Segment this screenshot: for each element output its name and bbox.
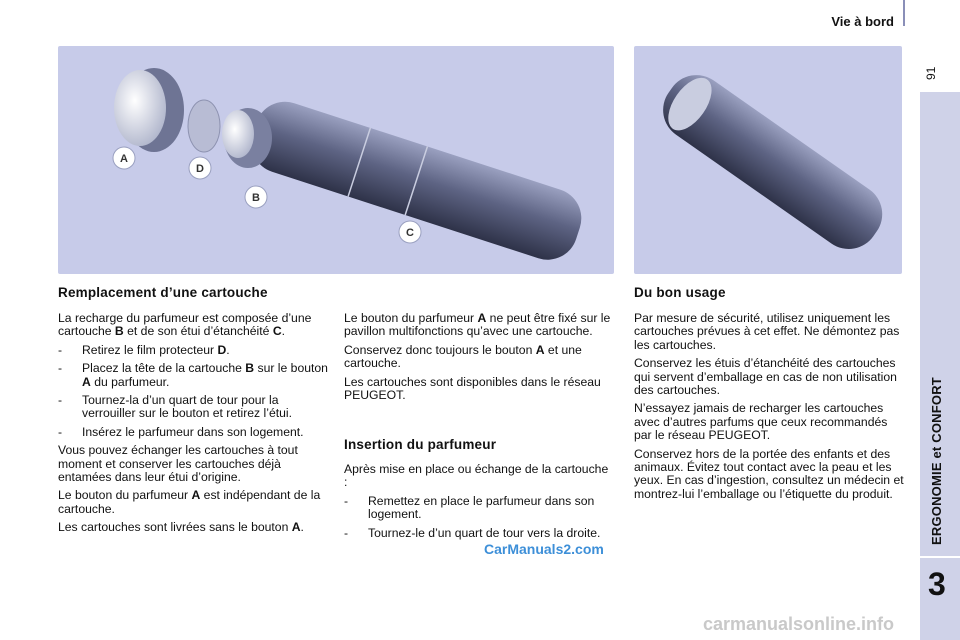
text: Insérez le parfumeur dans son logement. [82, 424, 304, 439]
insertion-intro: Après mise en place ou échange de la cartouche : [344, 462, 609, 490]
replacement-intro [58, 312, 330, 339]
list-item [58, 426, 330, 439]
watermark-carmanualsonline: carmanualsonline.info [703, 614, 895, 634]
good-use-paragraph: Par mesure de sécurité, utilisez uniquement les cartouches prévues à cet effet. Ne démontez pas les cartouches. [634, 311, 900, 352]
dash: - [58, 342, 63, 357]
dash: - [58, 361, 63, 376]
text: Les cartouches sont livrées sans le bouton [58, 520, 292, 535]
text: Placez la tête de la cartouche [82, 361, 246, 376]
column-middle [344, 312, 612, 407]
text: Conservez donc toujours le bouton [344, 342, 536, 357]
side-tab-divider [920, 556, 960, 558]
ref-a: A [291, 520, 301, 535]
text: . [300, 520, 304, 535]
page-number: 91 [924, 66, 938, 80]
delivery-note [58, 521, 330, 534]
list-item [344, 495, 612, 522]
label-a: A [120, 153, 128, 165]
text: du parfumeur. [90, 374, 170, 389]
exchange-note: Vous pouvez échanger les cartouches à tout moment et conserver les cartouches déjà entamées dans leur étui d’origine. [58, 443, 298, 485]
insertion-body [344, 463, 612, 545]
chapter-label: ERGONOMIE et CONFORT [929, 377, 944, 545]
column-left [58, 312, 330, 540]
section-title-good-use: Du bon usage [634, 285, 726, 300]
ref-c: C [272, 324, 282, 339]
chapter-number: 3 [928, 566, 946, 602]
cartridge-parts-illustration [58, 46, 614, 274]
list-item [58, 344, 330, 357]
watermark-carmanuals2: CarManuals2.com [484, 541, 604, 557]
cartridge-sleeve-drawing [634, 46, 902, 274]
cartridge-sleeve-illustration [634, 46, 902, 274]
dash: - [58, 393, 63, 408]
text: Remettez en place le parfumeur dans son logement. [368, 493, 595, 522]
ref-a: A [477, 311, 487, 325]
text: et une cartouche. [344, 342, 582, 371]
label-a-marker [113, 147, 135, 169]
text: . [281, 324, 286, 339]
dash: - [58, 424, 63, 439]
ref-a: A [535, 342, 545, 357]
section-title-replacement: Remplacement d’une cartouche [58, 285, 268, 300]
dash: - [344, 493, 349, 508]
text: est indépendant de la cartouche. [58, 488, 321, 516]
text: Tournez-la d’un quart de tour pour la verrouiller sur le bouton et retirez l’étui. [82, 393, 292, 421]
text: ne peut être fixé sur le pavillon multifonctions qu’avec une cartouche. [344, 311, 611, 339]
section-title-insertion: Insertion du parfumeur [344, 437, 497, 452]
text: Le bouton du parfumeur [344, 311, 478, 325]
button-fixing-note [344, 312, 612, 339]
list-item [58, 362, 330, 389]
label-c: C [406, 227, 414, 239]
text: La recharge du parfumeur est composée d’une cartouche [58, 311, 312, 339]
header-right-rule [903, 0, 905, 26]
ref-d: D [217, 342, 227, 357]
text: . [226, 342, 230, 357]
availability-note: Les cartouches sont disponibles dans le réseau PEUGEOT. [344, 374, 601, 403]
label-c-marker [399, 221, 421, 243]
ref-b: B [245, 361, 255, 376]
running-header-title: Vie à bord [831, 14, 894, 29]
ref-a: A [82, 374, 91, 389]
list-item [58, 394, 330, 421]
ref-b: B [114, 324, 124, 339]
column-right [634, 312, 904, 506]
label-b-marker [245, 186, 267, 208]
good-use-paragraph: N’essayez jamais de recharger les cartouches avec d’autres parfums que ceux recommandés par le réseau PEUGEOT. [634, 401, 888, 443]
text: sur le bouton [254, 361, 328, 376]
text: et de son étui d’étanchéité [123, 324, 273, 339]
list-item [344, 527, 612, 540]
label-b: B [252, 192, 260, 204]
cartridge-parts-drawing [58, 46, 614, 274]
text: Tournez-le d’un quart de tour vers la droite. [368, 525, 601, 540]
text: Retirez le film protecteur [82, 342, 218, 357]
good-use-paragraph: Conservez hors de la portée des enfants et des animaux. Évitez tout contact avec la peau et les yeux. En cas d’ingestion, consultez un médecin et montrez-lui l’emballage ou l’étiquette du produit. [634, 446, 904, 501]
label-d-marker [189, 157, 211, 179]
label-d: D [196, 163, 204, 175]
text: Le bouton du parfumeur [58, 488, 192, 503]
dash: - [344, 525, 349, 540]
good-use-paragraph: Conservez les étuis d’étanchéité des cartouches qui servent d’emballage en cas de non utilisation des cartouches. [634, 356, 897, 398]
ref-a: A [191, 488, 201, 503]
button-independent-note [58, 489, 330, 516]
keep-button-note [344, 344, 612, 371]
